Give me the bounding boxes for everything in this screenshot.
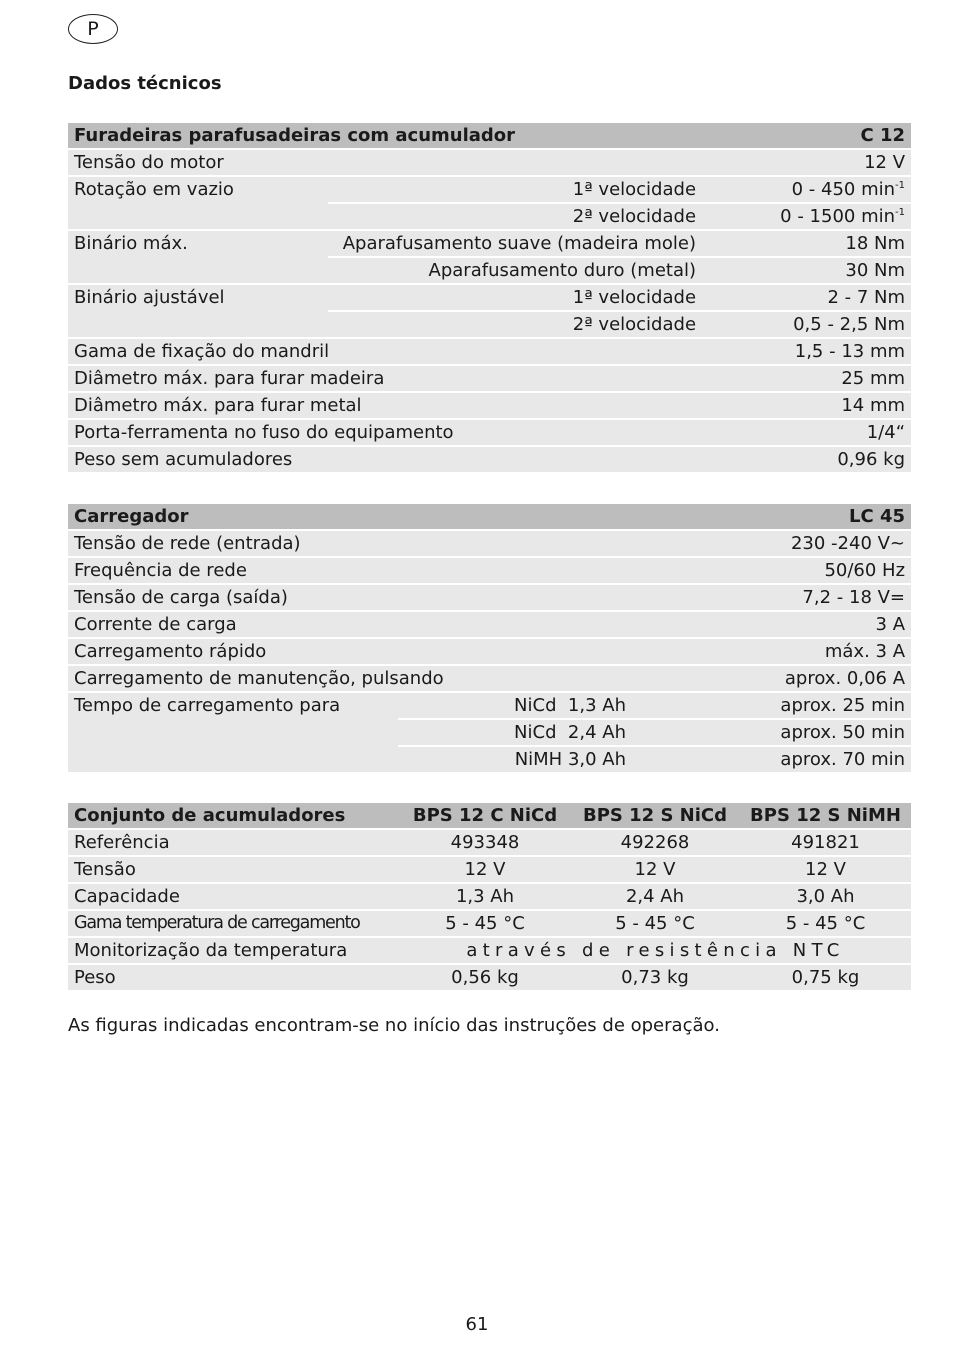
row-label: Porta-ferramenta no fuso do equipamento [68, 420, 702, 445]
table-row [68, 585, 911, 610]
charger-header-row [68, 504, 911, 529]
table-row [68, 420, 911, 445]
row-label: Tensão do motor [68, 150, 702, 175]
table-row [68, 857, 911, 882]
row-value: 5 - 45 °C [400, 911, 570, 936]
row-value: 3 A [632, 612, 911, 637]
row-sublabel: 1ª velocidade [328, 285, 702, 310]
drill-header-row [68, 123, 911, 148]
row-value: 25 mm [702, 366, 911, 391]
row-value: 7,2 - 18 V= [632, 585, 911, 610]
table-row [68, 911, 911, 936]
row-value: 2,4 Ah [570, 884, 740, 909]
row-value: 1,5 - 13 mm [702, 339, 911, 364]
row-label: Diâmetro máx. para furar madeira [68, 366, 702, 391]
row-value: aprox. 50 min [632, 720, 911, 745]
battery-header-row [68, 803, 911, 828]
table-row [68, 366, 911, 391]
row-label: Diâmetro máx. para furar metal [68, 393, 702, 418]
table-row [68, 830, 911, 855]
row-sublabel: NiMH 3,0 Ah [398, 747, 632, 772]
row-label: Tensão de carga (saída) [68, 585, 632, 610]
row-value [702, 204, 911, 229]
row-value: 2 - 7 Nm [702, 285, 911, 310]
row-value: 0,96 kg [702, 447, 911, 472]
row-label: Carregamento rápido [68, 639, 632, 664]
table-row [68, 393, 911, 418]
row-value-text: 0 - 1500 min [780, 206, 896, 227]
row-value: 5 - 45 °C [740, 911, 911, 936]
row-label: Binário máx. [68, 231, 328, 283]
battery-col-header: BPS 12 C NiCd [400, 803, 570, 828]
row-value-exponent: -1 [895, 180, 906, 191]
row-label: Peso [68, 965, 400, 990]
row-value: através de resistência NTC [400, 938, 911, 963]
row-value: máx. 3 A [632, 639, 911, 664]
row-value: 12 V [702, 150, 911, 175]
drill-header-label: Furadeiras parafusadeiras com acumulador [68, 123, 702, 148]
row-label: Rotação em vazio [68, 177, 328, 229]
row-sublabel: NiCd 2,4 Ah [398, 720, 632, 745]
table-row [68, 639, 911, 664]
row-value [702, 177, 911, 202]
language-badge: P [68, 14, 118, 44]
row-sublabel: 1ª velocidade [328, 177, 702, 202]
row-value: 491821 [740, 830, 911, 855]
table-row [68, 231, 911, 256]
row-sublabel: Aparafusamento suave (madeira mole) [328, 231, 702, 256]
row-value: 12 V [570, 857, 740, 882]
row-value: 0,5 - 2,5 Nm [702, 312, 911, 337]
row-value: 1,3 Ah [400, 884, 570, 909]
table-row [68, 177, 911, 202]
table-row [68, 612, 911, 637]
charger-spec-table [68, 502, 911, 774]
row-label: Gama de fixação do mandril [68, 339, 702, 364]
row-value: 50/60 Hz [632, 558, 911, 583]
row-value: aprox. 70 min [632, 747, 911, 772]
row-sublabel: 2ª velocidade [328, 204, 702, 229]
row-value: 492268 [570, 830, 740, 855]
drill-header-model: C 12 [702, 123, 911, 148]
row-label: Frequência de rede [68, 558, 632, 583]
battery-col-header: BPS 12 S NiCd [570, 803, 740, 828]
row-label: Monitorização da temperatura [68, 938, 400, 963]
row-label: Tensão [68, 857, 400, 882]
row-value: 18 Nm [702, 231, 911, 256]
row-value: aprox. 0,06 A [632, 666, 911, 691]
row-sublabel: NiCd 1,3 Ah [398, 693, 632, 718]
table-row [68, 531, 911, 556]
row-label: Carregamento de manutenção, pulsando [68, 666, 632, 691]
row-value: 1/4“ [702, 420, 911, 445]
table-row [68, 558, 911, 583]
page-number: 61 [465, 1314, 489, 1335]
row-value: 14 mm [702, 393, 911, 418]
battery-header-label: Conjunto de acumuladores [68, 803, 400, 828]
row-value: 30 Nm [702, 258, 911, 283]
row-label: Peso sem acumuladores [68, 447, 702, 472]
table-row [68, 285, 911, 310]
row-value: 12 V [740, 857, 911, 882]
row-sublabel: 2ª velocidade [328, 312, 702, 337]
charger-header-label: Carregador [68, 504, 632, 529]
row-value: aprox. 25 min [632, 693, 911, 718]
row-value: 230 -240 V~ [632, 531, 911, 556]
row-value: 5 - 45 °C [570, 911, 740, 936]
battery-spec-table [68, 801, 911, 992]
table-row [68, 884, 911, 909]
row-label: Tempo de carregamento para [68, 693, 398, 772]
row-sublabel: Aparafusamento duro (metal) [328, 258, 702, 283]
row-value: 493348 [400, 830, 570, 855]
table-row [68, 150, 911, 175]
row-label: Gama temperatura de carregamento [68, 911, 400, 936]
row-label: Referência [68, 830, 400, 855]
row-value: 0,73 kg [570, 965, 740, 990]
table-row [68, 938, 911, 963]
row-value-text: 0 - 450 min [791, 179, 896, 200]
row-value: 3,0 Ah [740, 884, 911, 909]
row-value: 0,75 kg [740, 965, 911, 990]
table-row [68, 447, 911, 472]
row-label: Tensão de rede (entrada) [68, 531, 632, 556]
table-row [68, 965, 911, 990]
section-title: Dados técnicos [68, 73, 222, 94]
charger-header-model: LC 45 [632, 504, 911, 529]
row-value: 0,56 kg [400, 965, 570, 990]
row-label: Corrente de carga [68, 612, 632, 637]
table-row [68, 693, 911, 718]
table-row [68, 339, 911, 364]
table-row [68, 666, 911, 691]
drill-spec-table [68, 121, 911, 474]
battery-col-header: BPS 12 S NiMH [740, 803, 911, 828]
row-value-exponent: -1 [895, 207, 906, 218]
row-label: Binário ajustável [68, 285, 328, 337]
row-value: 12 V [400, 857, 570, 882]
row-label: Capacidade [68, 884, 400, 909]
footnote: As figuras indicadas encontram-se no início das instruções de operação. [68, 1015, 720, 1036]
